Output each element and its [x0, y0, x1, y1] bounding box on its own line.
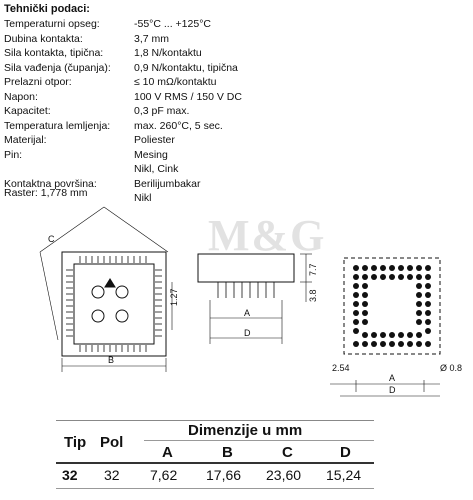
spec-row: [4, 133, 242, 148]
cell-b: 17,66: [206, 467, 242, 483]
spec-value: Poliester: [134, 134, 175, 146]
spec-row: [4, 104, 242, 119]
dim-1-27: 1.27: [169, 288, 179, 306]
cell-c: 23,60: [266, 467, 302, 483]
spec-row: [4, 61, 242, 76]
spec-label: Prelazni otpor:: [4, 76, 72, 88]
spec-value: 100 V RMS / 150 V DC: [134, 90, 242, 103]
cell-tip: 32: [62, 467, 78, 483]
footprint-pads: [353, 265, 431, 347]
dim-label-c: C: [48, 234, 55, 244]
pin1-arrow-icon: [105, 279, 115, 287]
dimensions-header: Dimenzije u mm: [188, 422, 303, 439]
spec-list: [4, 17, 242, 206]
side-pins: [218, 282, 274, 298]
technical-drawing: [0, 200, 473, 405]
spec-label: Materijal:: [4, 134, 47, 146]
socket-top-view-body: [62, 252, 166, 356]
spec-value: -55°C ... +125°C: [134, 18, 211, 30]
spec-label: Napon:: [4, 90, 38, 103]
col-header-d: D: [340, 444, 351, 461]
mount-hole: [116, 286, 128, 298]
spec-value: 0,3 pF max.: [134, 105, 190, 117]
mount-hole: [92, 310, 104, 322]
spec-value: 3,7 mm: [134, 32, 170, 45]
spec-label: Sila vađenja (čupanja):: [4, 61, 111, 74]
spec-value: 1,8 N/kontaktu: [134, 47, 202, 59]
col-header-b: B: [222, 444, 233, 461]
top-pins: [66, 256, 162, 352]
dim-label-b: B: [108, 355, 115, 365]
dim-label-d-footprint: D: [389, 385, 396, 395]
spec-value: Mesing Nikl, Cink: [134, 148, 179, 175]
spec-label: Dubina kontakta:: [4, 32, 83, 45]
dim-0-8: Ø 0.8: [440, 363, 463, 373]
dim-label-a: A: [244, 308, 251, 318]
spec-row: [4, 32, 242, 47]
socket-inner-frame: [74, 264, 154, 344]
section-title: Tehnički podaci:: [4, 3, 90, 15]
spec-value: ≤ 10 mΩ/kontaktu: [134, 76, 217, 88]
col-header-a: A: [162, 444, 173, 461]
spec-label: Temperatura lemljenja:: [4, 119, 111, 132]
spec-label: Kontaktna površina:: [4, 177, 97, 190]
spec-label: Sila kontakta, tipična:: [4, 47, 104, 59]
mount-hole: [92, 286, 104, 298]
spec-row: [4, 90, 242, 105]
dim-2-54: 2.54: [332, 363, 350, 373]
spec-value: max. 260°C, 5 sec.: [134, 119, 223, 132]
dim-label-a-footprint: A: [389, 373, 396, 383]
dim-7-7: 7.7: [308, 263, 318, 276]
spec-label: Pin:: [4, 148, 23, 161]
watermark-logo: M&G: [208, 211, 327, 260]
spec-label: Temperaturni opseg:: [4, 18, 100, 30]
spec-row: [4, 75, 242, 90]
footprint-outline: [344, 258, 440, 354]
spec-row: [4, 119, 242, 134]
spec-row: [4, 46, 242, 61]
spec-row: [4, 148, 242, 177]
spec-label: Kapacitet:: [4, 105, 51, 117]
col-header-tip: Tip: [64, 434, 87, 451]
col-header-c: C: [282, 444, 293, 461]
cell-pol: 32: [104, 467, 120, 483]
spec-value: 0,9 N/kontaktu, tipična: [134, 61, 238, 74]
cell-a: 7,62: [150, 467, 178, 483]
col-header-pol: Pol: [100, 434, 124, 451]
socket-side-view: [198, 254, 294, 282]
spec-value: Berilijumbakar Nikl: [134, 177, 201, 204]
mount-hole: [116, 310, 128, 322]
dim-3-8: 3.8: [308, 289, 318, 302]
cell-d: 15,24: [326, 467, 362, 483]
dim-label-d: D: [244, 328, 251, 338]
spec-row: [4, 17, 242, 32]
raster-note: Raster: 1,778 mm: [4, 187, 88, 199]
